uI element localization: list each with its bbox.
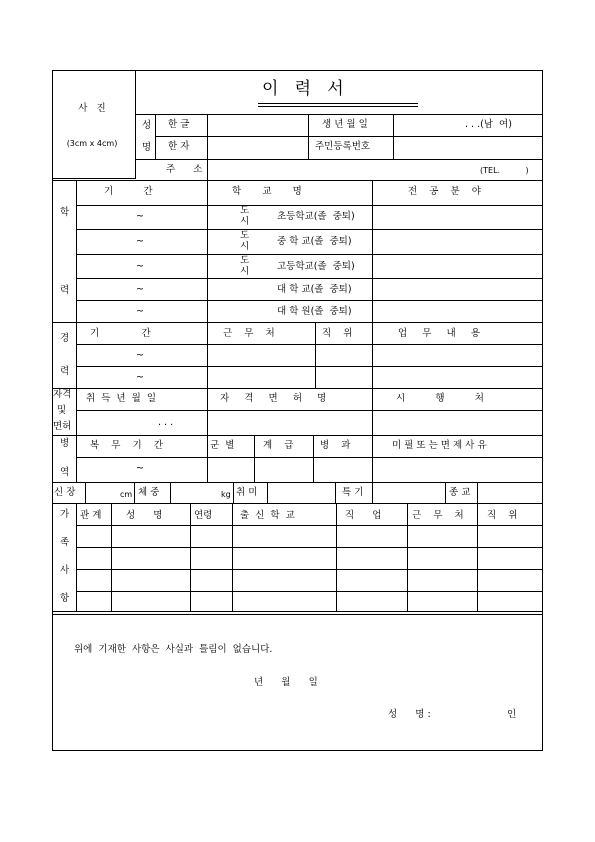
edu-school-1: 초등학교(졸 중퇴) — [277, 211, 355, 222]
line — [207, 388, 208, 435]
address-label: 주 소 — [166, 164, 203, 175]
license-side-3: 면허 — [53, 421, 72, 432]
line — [52, 614, 543, 615]
family-header-job: 직 업 — [345, 510, 382, 521]
family-header-workplace: 근 무 처 — [412, 510, 464, 521]
military-period: ~ — [136, 463, 144, 474]
religion-label: 종 교 — [449, 487, 471, 498]
edu-period-3: ~ — [136, 261, 144, 272]
military-header-exemption: 미 필 또 는 면 제 사 유 — [392, 440, 487, 451]
career-period-1: ~ — [136, 350, 144, 361]
line — [477, 503, 478, 611]
photo-size: (3cm x 4cm) — [66, 139, 118, 148]
line — [76, 300, 543, 301]
line — [254, 435, 255, 482]
line — [52, 322, 543, 323]
edu-mark-1: 도 시 — [240, 205, 250, 227]
line — [313, 435, 314, 482]
weight-unit: kg — [221, 490, 231, 499]
line — [190, 503, 191, 611]
career-header-duties: 업 무 내 용 — [398, 328, 481, 339]
line — [52, 482, 543, 483]
tel-label: (TEL. ) — [480, 166, 529, 175]
military-header-rank: 계 급 — [263, 440, 294, 451]
line — [76, 569, 543, 570]
military-side-bottom: 역 — [60, 467, 70, 478]
birth-label: 생 년 월 일 — [322, 119, 368, 130]
line — [76, 229, 543, 230]
license-side-2: 및 — [57, 405, 67, 416]
edu-period-2: ~ — [136, 236, 144, 247]
line — [76, 180, 77, 322]
line — [407, 503, 408, 611]
family-header-position: 직 위 — [487, 510, 518, 521]
line — [76, 322, 77, 388]
line — [233, 482, 234, 503]
education-side-bottom: 력 — [60, 285, 70, 296]
career-header-period: 기 간 — [90, 328, 151, 339]
line — [76, 254, 543, 255]
line — [170, 482, 171, 503]
height-label: 신 장 — [54, 487, 76, 498]
edu-period-1: ~ — [136, 211, 144, 222]
line — [372, 322, 373, 388]
line — [76, 388, 77, 435]
career-side-top: 경 — [60, 333, 70, 344]
name-label-2: 명 — [142, 142, 152, 153]
skill-label: 특 기 — [342, 487, 364, 498]
line — [76, 547, 543, 548]
line — [445, 482, 446, 503]
line — [477, 482, 478, 503]
edu-school-3: 고등학교(졸 중퇴) — [277, 261, 355, 272]
edu-period-4: ~ — [136, 284, 144, 295]
line — [136, 114, 543, 115]
family-side-4: 항 — [60, 593, 70, 604]
line — [76, 591, 543, 592]
edu-period-5: ~ — [136, 306, 144, 317]
license-date-dots: . . . — [158, 417, 174, 428]
line — [372, 482, 373, 503]
line — [232, 503, 233, 611]
line — [315, 322, 316, 388]
hangul-label: 한 글 — [168, 119, 190, 130]
line — [76, 435, 77, 482]
signature-label: 성 명 : — [388, 709, 431, 720]
family-side-1: 가 — [60, 509, 70, 520]
line — [76, 344, 543, 345]
line — [52, 611, 543, 612]
line — [372, 180, 373, 322]
line — [76, 410, 543, 411]
line — [267, 482, 268, 503]
line — [76, 205, 543, 206]
line — [393, 114, 394, 159]
hanja-label: 한 자 — [168, 141, 190, 152]
line — [372, 435, 373, 482]
edu-header-school: 학 교 명 — [232, 186, 302, 197]
line — [134, 482, 135, 503]
line — [85, 482, 86, 503]
line — [207, 114, 208, 180]
declaration-statement: 위에 기재한 사항은 사실과 틀림이 없습니다. — [74, 644, 273, 655]
family-header-relation: 관 계 — [80, 510, 102, 521]
birth-value: . . .(남 여) — [465, 119, 512, 130]
height-unit: cm — [120, 490, 133, 499]
photo-label: 사 진 — [78, 103, 106, 114]
line — [76, 278, 543, 279]
license-header-name: 자 격 면 허 명 — [220, 393, 327, 404]
weight-label: 체 중 — [138, 487, 160, 498]
declaration-date: 년 월 일 — [254, 677, 318, 688]
edu-school-2: 중 학 교(졸 중퇴) — [277, 236, 352, 247]
line — [336, 503, 337, 611]
hobby-label: 취 미 — [236, 487, 258, 498]
military-header-branch: 군 별 — [210, 440, 235, 451]
military-header-specialty: 병 과 — [320, 440, 351, 451]
license-header-date: 취 득 년 월 일 — [86, 393, 157, 404]
line — [207, 435, 208, 482]
line — [372, 388, 373, 435]
line — [308, 114, 309, 159]
line — [207, 180, 208, 322]
family-header-age: 연령 — [194, 510, 213, 521]
line — [76, 525, 543, 526]
military-header-period: 복 무 기 간 — [90, 440, 163, 451]
career-period-2: ~ — [136, 372, 144, 383]
career-side-bottom: 력 — [60, 366, 70, 377]
edu-school-5: 대 학 원(졸 중퇴) — [277, 306, 352, 317]
line — [155, 136, 543, 137]
id-number-label: 주민등록번호 — [315, 141, 371, 152]
line — [76, 457, 543, 458]
photo-box — [52, 70, 136, 179]
line — [136, 159, 543, 160]
name-label-1: 성 — [142, 120, 152, 131]
edu-mark-3: 도 시 — [240, 255, 250, 277]
edu-mark-2: 도 시 — [240, 230, 250, 252]
family-header-name: 성 명 — [126, 510, 163, 521]
line — [52, 503, 543, 504]
edu-header-period: 기 간 — [104, 186, 153, 197]
edu-header-major: 전 공 분 야 — [408, 186, 481, 197]
family-side-2: 족 — [60, 537, 70, 548]
license-header-issuer: 시 행 처 — [396, 393, 484, 404]
career-header-workplace: 근 무 처 — [223, 328, 275, 339]
career-header-position: 직 위 — [322, 328, 353, 339]
line — [76, 366, 543, 367]
license-side-1: 자격 — [53, 389, 72, 400]
family-header-school: 출 신 학 교 — [240, 510, 295, 521]
education-side-top: 학 — [60, 207, 70, 218]
edu-school-4: 대 학 교(졸 중퇴) — [277, 284, 352, 295]
line — [76, 503, 77, 611]
line — [335, 482, 336, 503]
line — [52, 180, 543, 181]
document-title: 이 력 서 — [262, 79, 344, 99]
line — [111, 503, 112, 611]
line — [52, 388, 543, 389]
seal-mark: 인 — [507, 709, 517, 720]
military-side-top: 병 — [60, 438, 70, 449]
line — [52, 435, 543, 436]
line — [207, 322, 208, 388]
family-side-3: 사 — [60, 565, 70, 576]
line — [155, 114, 156, 159]
